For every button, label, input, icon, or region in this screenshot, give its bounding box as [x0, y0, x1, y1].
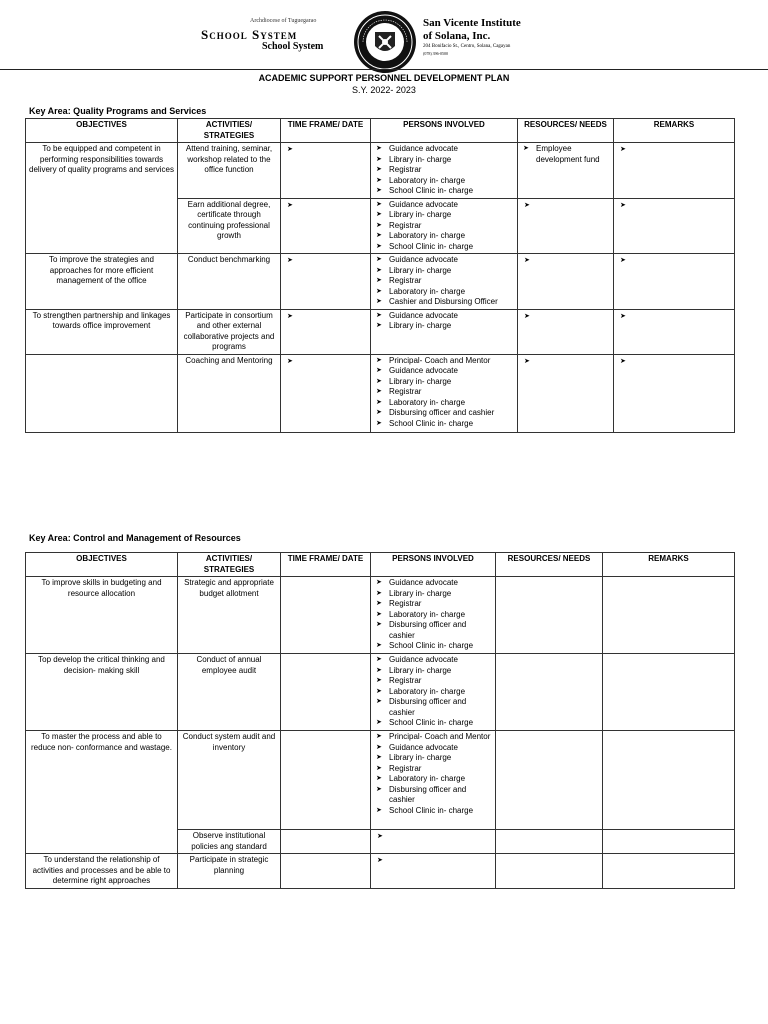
remarks-cell: ➤ [614, 143, 735, 199]
person-item: ➤ Registrar [374, 165, 514, 176]
remarks-cell [603, 731, 735, 830]
activity-cell: Conduct benchmarking [178, 254, 281, 310]
person-item: ➤ Laboratory in- charge [374, 287, 514, 298]
table-row [26, 731, 735, 830]
time-frame-cell [281, 854, 371, 889]
person-item: ➤ Library in- charge [374, 753, 492, 764]
objective-cell: To strengthen partnership and linkages towards office improvement [26, 309, 178, 354]
institution-name-line2: of Solana, Inc. [423, 30, 491, 42]
activity-cell: Conduct of annual employee audit [178, 654, 281, 731]
person-item: ➤ Guidance advocate [374, 144, 514, 155]
person-item: ➤ Registrar [374, 599, 492, 610]
person-item: ➤ Library in- charge [374, 155, 514, 166]
person-item: ➤ Registrar [374, 221, 514, 232]
activity-cell: Participate in consortium and other external collaborative projects and programs [178, 309, 281, 354]
activity-cell: Observe institutional policies ang standard [178, 830, 281, 854]
key-area-2-label: Key Area: Control and Management of Resources [29, 533, 241, 543]
remarks-cell [603, 577, 735, 654]
table-row [26, 854, 735, 889]
persons-cell [371, 354, 518, 432]
resources-cell [496, 577, 603, 654]
person-item: ➤ Laboratory in- charge [374, 398, 514, 409]
person-item: ➤ Principal- Coach and Mentor [374, 356, 514, 367]
persons-cell [371, 254, 518, 310]
objective-cell: To understand the relationship of activities and processes and be able to determine right approaches [26, 854, 178, 889]
person-item: ➤ Disbursing officer and cashier [374, 785, 492, 806]
persons-cell: ➤ [371, 854, 496, 889]
person-item: ➤ Registrar [374, 676, 492, 687]
person-item: ➤ Library in- charge [374, 321, 514, 332]
resource-item: ➤ Employee development fund [521, 144, 610, 165]
institution-phone: (078) 396-0500 [423, 51, 448, 56]
document-title: ACADEMIC SUPPORT PERSONNEL DEVELOPMENT PLAN [258, 73, 510, 83]
school-system-subtitle: School System [262, 41, 324, 52]
persons-cell: ➤ [371, 830, 496, 854]
header-resources: RESOURCES/ NEEDS [496, 553, 603, 577]
resources-cell: ➤ [518, 254, 614, 310]
person-item: ➤ Guidance advocate [374, 655, 492, 666]
person-item: ➤ Disbursing officer and cashier [374, 620, 492, 641]
time-frame-cell: ➤ [281, 309, 371, 354]
person-item: ➤ Disbursing officer and cashier [374, 697, 492, 718]
time-frame-cell: ➤ [281, 254, 371, 310]
school-system-title: School System [201, 27, 298, 42]
time-frame-cell [281, 577, 371, 654]
time-frame-cell: ➤ [281, 354, 371, 432]
person-item: ➤ Registrar [374, 276, 514, 287]
table-header-row [26, 119, 735, 143]
header-objectives: OBJECTIVES [26, 553, 178, 577]
person-item: ➤ School Clinic in- charge [374, 186, 514, 197]
person-item: ➤ Guidance advocate [374, 255, 514, 266]
remarks-cell [603, 654, 735, 731]
person-item: ➤ Principal- Coach and Mentor [374, 732, 492, 743]
person-item: ➤ Library in- charge [374, 666, 492, 677]
remarks-cell [603, 830, 735, 854]
person-item: ➤ Laboratory in- charge [374, 687, 492, 698]
person-item: ➤ School Clinic in- charge [374, 806, 492, 817]
persons-cell [371, 654, 496, 731]
remarks-cell: ➤ [614, 309, 735, 354]
person-item: ➤ Guidance advocate [374, 743, 492, 754]
person-item: ➤ School Clinic in- charge [374, 419, 514, 430]
objective-cell: To improve the strategies and approaches for more efficient management of the office [26, 254, 178, 310]
resources-cell: ➤ [518, 198, 614, 254]
key-area-1-table [25, 118, 735, 433]
resources-cell: ➤ [518, 309, 614, 354]
person-item: ➤ Registrar [374, 387, 514, 398]
person-item: ➤ Guidance advocate [374, 578, 492, 589]
remarks-cell: ➤ [614, 254, 735, 310]
activity-cell: Conduct system audit and inventory [178, 731, 281, 830]
letterhead [0, 0, 768, 70]
header-activities: ACTIVITIES/ STRATEGIES [178, 553, 281, 577]
header-persons: PERSONS INVOLVED [371, 119, 518, 143]
table-row [26, 143, 735, 199]
resources-cell [496, 654, 603, 731]
remarks-cell [603, 854, 735, 889]
header-divider [0, 69, 768, 70]
person-item: ➤ Library in- charge [374, 589, 492, 600]
time-frame-cell [281, 654, 371, 731]
school-seal-icon [353, 10, 417, 74]
header-resources: RESOURCES/ NEEDS [518, 119, 614, 143]
remarks-cell: ➤ [614, 198, 735, 254]
objective-cell: To be equipped and competent in performing responsibilities towards delivery of quality programs and services [26, 143, 178, 254]
persons-cell [371, 731, 496, 830]
time-frame-cell [281, 830, 371, 854]
objective-cell: To improve skills in budgeting and resource allocation [26, 577, 178, 654]
person-item: ➤ Guidance advocate [374, 200, 514, 211]
time-frame-cell: ➤ [281, 198, 371, 254]
activity-cell: Earn additional degree, certificate through continuing professional growth [178, 198, 281, 254]
person-item: ➤ Library in- charge [374, 377, 514, 388]
header-objectives: OBJECTIVES [26, 119, 178, 143]
table-row [26, 577, 735, 654]
objective-cell: Top develop the critical thinking and decision- making skill [26, 654, 178, 731]
table-row [26, 354, 735, 432]
person-item: ➤ School Clinic in- charge [374, 242, 514, 253]
institution-address: 204 Bonifacio St., Centro, Solana, Cagayan [423, 44, 511, 49]
table-header-row [26, 553, 735, 577]
person-item: ➤ School Clinic in- charge [374, 641, 492, 652]
person-item: ➤ Cashier and Disbursing Officer [374, 297, 514, 308]
person-item: ➤ Guidance advocate [374, 366, 514, 377]
archdiocese-label: Archdiocese of Tuguegarao [250, 18, 317, 24]
person-item: ➤ Guidance advocate [374, 311, 514, 322]
header-time-frame: TIME FRAME/ DATE [281, 553, 371, 577]
header-remarks: REMARKS [614, 119, 735, 143]
resources-cell [518, 143, 614, 199]
person-item: ➤ School Clinic in- charge [374, 718, 492, 729]
table-row [26, 309, 735, 354]
persons-cell [371, 309, 518, 354]
table-row [26, 254, 735, 310]
resources-cell [496, 854, 603, 889]
person-item: ➤ Disbursing officer and cashier [374, 408, 514, 419]
activity-cell: Coaching and Mentoring [178, 354, 281, 432]
header-activities: ACTIVITIES/ STRATEGIES [178, 119, 281, 143]
person-item: ➤ Library in- charge [374, 210, 514, 221]
activity-cell: Strategic and appropriate budget allotment [178, 577, 281, 654]
objective-cell: To master the process and able to reduce non- conformance and wastage. [26, 731, 178, 854]
person-item: ➤ Registrar [374, 764, 492, 775]
institution-name-line1: San Vicente Institute [423, 17, 521, 29]
activity-cell: Attend training, seminar, workshop related to the office function [178, 143, 281, 199]
header-time-frame: TIME FRAME/ DATE [281, 119, 371, 143]
objective-cell [26, 354, 178, 432]
header-remarks: REMARKS [603, 553, 735, 577]
person-item: ➤ Library in- charge [374, 266, 514, 277]
person-item: ➤ Laboratory in- charge [374, 774, 492, 785]
key-area-2-table [25, 552, 735, 889]
resources-cell: ➤ [518, 354, 614, 432]
person-item: ➤ Laboratory in- charge [374, 231, 514, 242]
resources-cell [496, 830, 603, 854]
time-frame-cell [281, 731, 371, 830]
time-frame-cell: ➤ [281, 143, 371, 199]
person-item: ➤ Laboratory in- charge [374, 176, 514, 187]
school-year: S.Y. 2022- 2023 [352, 85, 416, 95]
persons-cell [371, 577, 496, 654]
persons-cell [371, 143, 518, 199]
table-row [26, 654, 735, 731]
remarks-cell: ➤ [614, 354, 735, 432]
resources-cell [496, 731, 603, 830]
person-item: ➤ Laboratory in- charge [374, 610, 492, 621]
activity-cell: Participate in strategic planning [178, 854, 281, 889]
header-persons: PERSONS INVOLVED [371, 553, 496, 577]
persons-cell [371, 198, 518, 254]
key-area-1-label: Key Area: Quality Programs and Services [29, 106, 207, 116]
